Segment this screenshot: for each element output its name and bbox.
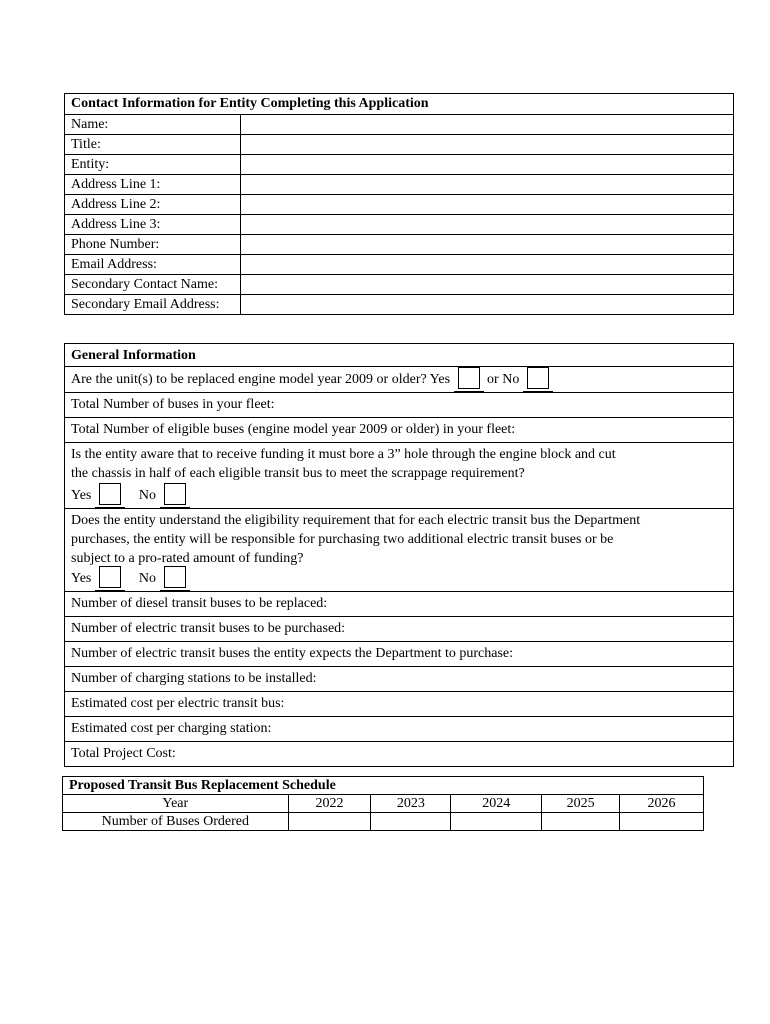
bore-question-line-2: the chassis in half of each eligible transit bus to meet the scrappage requirement? [71, 466, 525, 481]
phone-field[interactable] [241, 235, 734, 255]
field-label-secondary-contact: Secondary Contact Name: [65, 275, 241, 295]
year-2026: 2026 [620, 795, 704, 813]
field-label-secondary-email: Secondary Email Address: [65, 295, 241, 315]
unit-year-no-checkbox[interactable] [527, 367, 549, 389]
eligible-total-row[interactable]: Total Number of eligible buses (engine model year 2009 or older) in your fleet: [65, 418, 734, 443]
secondary-email-field[interactable] [241, 295, 734, 315]
cost-per-station-row[interactable]: Estimated cost per charging station: [65, 717, 734, 742]
buses-ordered-2025-field[interactable] [542, 813, 620, 831]
contact-section-title: Contact Information for Entity Completing this Application [65, 94, 734, 115]
year-label: Year [63, 795, 289, 813]
unit-year-question: Are the unit(s) to be replaced engine model year 2009 or older? Yes [71, 372, 451, 388]
field-label-email: Email Address: [65, 255, 241, 275]
address-line-3-field[interactable] [241, 215, 734, 235]
buses-ordered-2024-field[interactable] [451, 813, 542, 831]
field-label-address-1: Address Line 1: [65, 175, 241, 195]
field-label-title: Title: [65, 135, 241, 155]
name-field[interactable] [241, 115, 734, 135]
field-label-phone: Phone Number: [65, 235, 241, 255]
entity-field[interactable] [241, 155, 734, 175]
diesel-buses-row[interactable]: Number of diesel transit buses to be replaced: [65, 592, 734, 617]
eligibility-question-row [65, 509, 734, 592]
eligibility-yes-label: Yes [71, 571, 92, 587]
bore-question-row [65, 443, 734, 509]
eligibility-no-label: No [138, 571, 156, 587]
buses-ordered-2022-field[interactable] [288, 813, 371, 831]
total-project-cost-row[interactable]: Total Project Cost: [65, 742, 734, 767]
bore-no-label: No [138, 488, 156, 504]
buses-ordered-2026-field[interactable] [620, 813, 704, 831]
department-purchase-row[interactable]: Number of electric transit buses the entity expects the Department to purchase: [65, 642, 734, 667]
replacement-schedule-table [62, 776, 704, 831]
bore-question-line-1: Is the entity aware that to receive funding it must bore a 3” hole through the engine block and cut [71, 447, 616, 462]
unit-year-yes-checkbox[interactable] [458, 367, 480, 389]
eligibility-question-line-2: purchases, the entity will be responsible for purchasing two additional electric transit buses or be [71, 532, 614, 547]
year-2025: 2025 [542, 795, 620, 813]
contact-info-table [64, 93, 734, 315]
unit-year-row [65, 367, 734, 393]
general-info-table [64, 343, 734, 767]
electric-buses-purchased-row[interactable]: Number of electric transit buses to be purchased: [65, 617, 734, 642]
eligibility-yes-checkbox[interactable] [99, 566, 121, 588]
fleet-total-row[interactable]: Total Number of buses in your fleet: [65, 393, 734, 418]
eligibility-question-line-3: subject to a pro-rated amount of funding? [71, 551, 304, 566]
buses-ordered-label: Number of Buses Ordered [63, 813, 289, 831]
cost-per-bus-row[interactable]: Estimated cost per electric transit bus: [65, 692, 734, 717]
bore-yes-checkbox[interactable] [99, 483, 121, 505]
eligibility-no-checkbox[interactable] [164, 566, 186, 588]
field-label-entity: Entity: [65, 155, 241, 175]
eligibility-question-line-1: Does the entity understand the eligibility requirement that for each electric transit bus the Department [71, 513, 641, 528]
field-label-address-3: Address Line 3: [65, 215, 241, 235]
or-no-label: or No [487, 372, 520, 388]
title-field[interactable] [241, 135, 734, 155]
address-line-2-field[interactable] [241, 195, 734, 215]
field-label-name: Name: [65, 115, 241, 135]
general-section-title: General Information [65, 344, 734, 367]
charging-stations-row[interactable]: Number of charging stations to be installed: [65, 667, 734, 692]
address-line-1-field[interactable] [241, 175, 734, 195]
year-2022: 2022 [288, 795, 371, 813]
bore-yes-label: Yes [71, 488, 92, 504]
bore-no-checkbox[interactable] [164, 483, 186, 505]
schedule-section-title: Proposed Transit Bus Replacement Schedule [63, 777, 704, 795]
secondary-contact-field[interactable] [241, 275, 734, 295]
email-field[interactable] [241, 255, 734, 275]
year-2024: 2024 [451, 795, 542, 813]
field-label-address-2: Address Line 2: [65, 195, 241, 215]
buses-ordered-2023-field[interactable] [371, 813, 451, 831]
year-2023: 2023 [371, 795, 451, 813]
